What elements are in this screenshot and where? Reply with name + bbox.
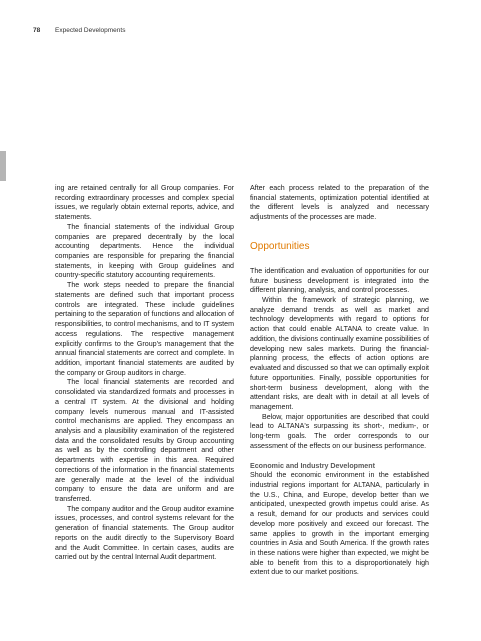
body-paragraph: The local financial statements are recorded and consolidated via standardized formats and processes in a central IT system. At the divisional and holding company levels numerous manual and IT-assisted control mechanisms are applied. They encompass an analysis and a plausibility examination of the registered data and the consolidated results by Group accounting as well as by the controlling department and other departments with expertise in this area. Required corrections of the information in the financial statements are generally made at the level of the individual company to ensure the data are uniform and are transferred. <box>55 378 234 503</box>
section-heading-opportunities: Opportunities <box>250 240 310 252</box>
margin-tab-marker <box>0 151 6 181</box>
body-paragraph: After each process related to the preparation of the financial statements, optimization potential identified at the different levels is analyzed and necessary adjustments of the processes are made. <box>250 184 429 222</box>
left-column <box>55 184 234 563</box>
body-paragraph: The identification and evaluation of opportunities for our future business development is integrated into the different planning, analysis, and control processes. <box>250 266 429 295</box>
body-paragraph: Should the economic environment in the established industrial regions important for ALTANA, particularly in the U.S., China, and Europe, develop better than we anticipated, unexpected growth impetus could arise. As a result, demand for our products and services could develop more positively and exceed our forecast. The same applies to growth in the important emerging countries in Asia and South America. If the growth rates in these nations were higher than expected, we might be able to benefit from this to a disproportionately high extent due to our market positions. <box>250 471 429 577</box>
page-number: 78 <box>33 27 41 34</box>
body-paragraph: The work steps needed to prepare the financial statements are defined such that important process controls are integrated. These include guidelines pertaining to the separation of functions and allocation of responsibilities, to control mechanisms, and to IT system access regulations. The respective management explicitly confirms to the Group's management that the annual financial statements are correct and complete. In addition, important financial statements are audited by the company or Group auditors in charge. <box>55 281 234 377</box>
running-title: Expected Developments <box>55 27 126 34</box>
subsection-heading: Economic and Industry Development <box>250 461 375 470</box>
body-paragraph: The company auditor and the Group auditor examine issues, processes, and control systems relevant for the generation of financial statements. The Group auditor reports on the audit directly to the Supervisory Board and the Audit Committee. In certain cases, audits are carried out by the central Internal Audit department. <box>55 504 234 562</box>
body-paragraph: Within the framework of strategic planning, we analyze demand trends as well as market and technology developments with regard to options for action that could enable ALTANA to create value. In addition, the divisions continually examine possibilities of developing new sales markets. During the financial-planning process, the effects of action options are evaluated and discussed so that we can optimally exploit future opportunities. Finally, possible opportunities for short-term business development, along with the attendant risks, are dealt with in detail at all levels of management. <box>250 296 429 411</box>
body-paragraph: ing are retained centrally for all Group companies. For recording extraordinary processes and complex special issues, we regularly obtain external reports, advice, and statements. <box>55 184 234 222</box>
body-paragraph: The financial statements of the individual Group companies are prepared decentrally by the local accounting departments. Hence the individual companies are responsible for preparing the financial statements, in keeping with Group guidelines and country-specific statutory accounting requirements. <box>55 222 234 280</box>
right-column <box>250 184 429 578</box>
body-paragraph: Below, major opportunities are described that could lead to ALTANA's surpassing its short-, medium-, or long-term goals. The order corresponds to our assessment of the effects on our business performance. <box>250 412 429 450</box>
